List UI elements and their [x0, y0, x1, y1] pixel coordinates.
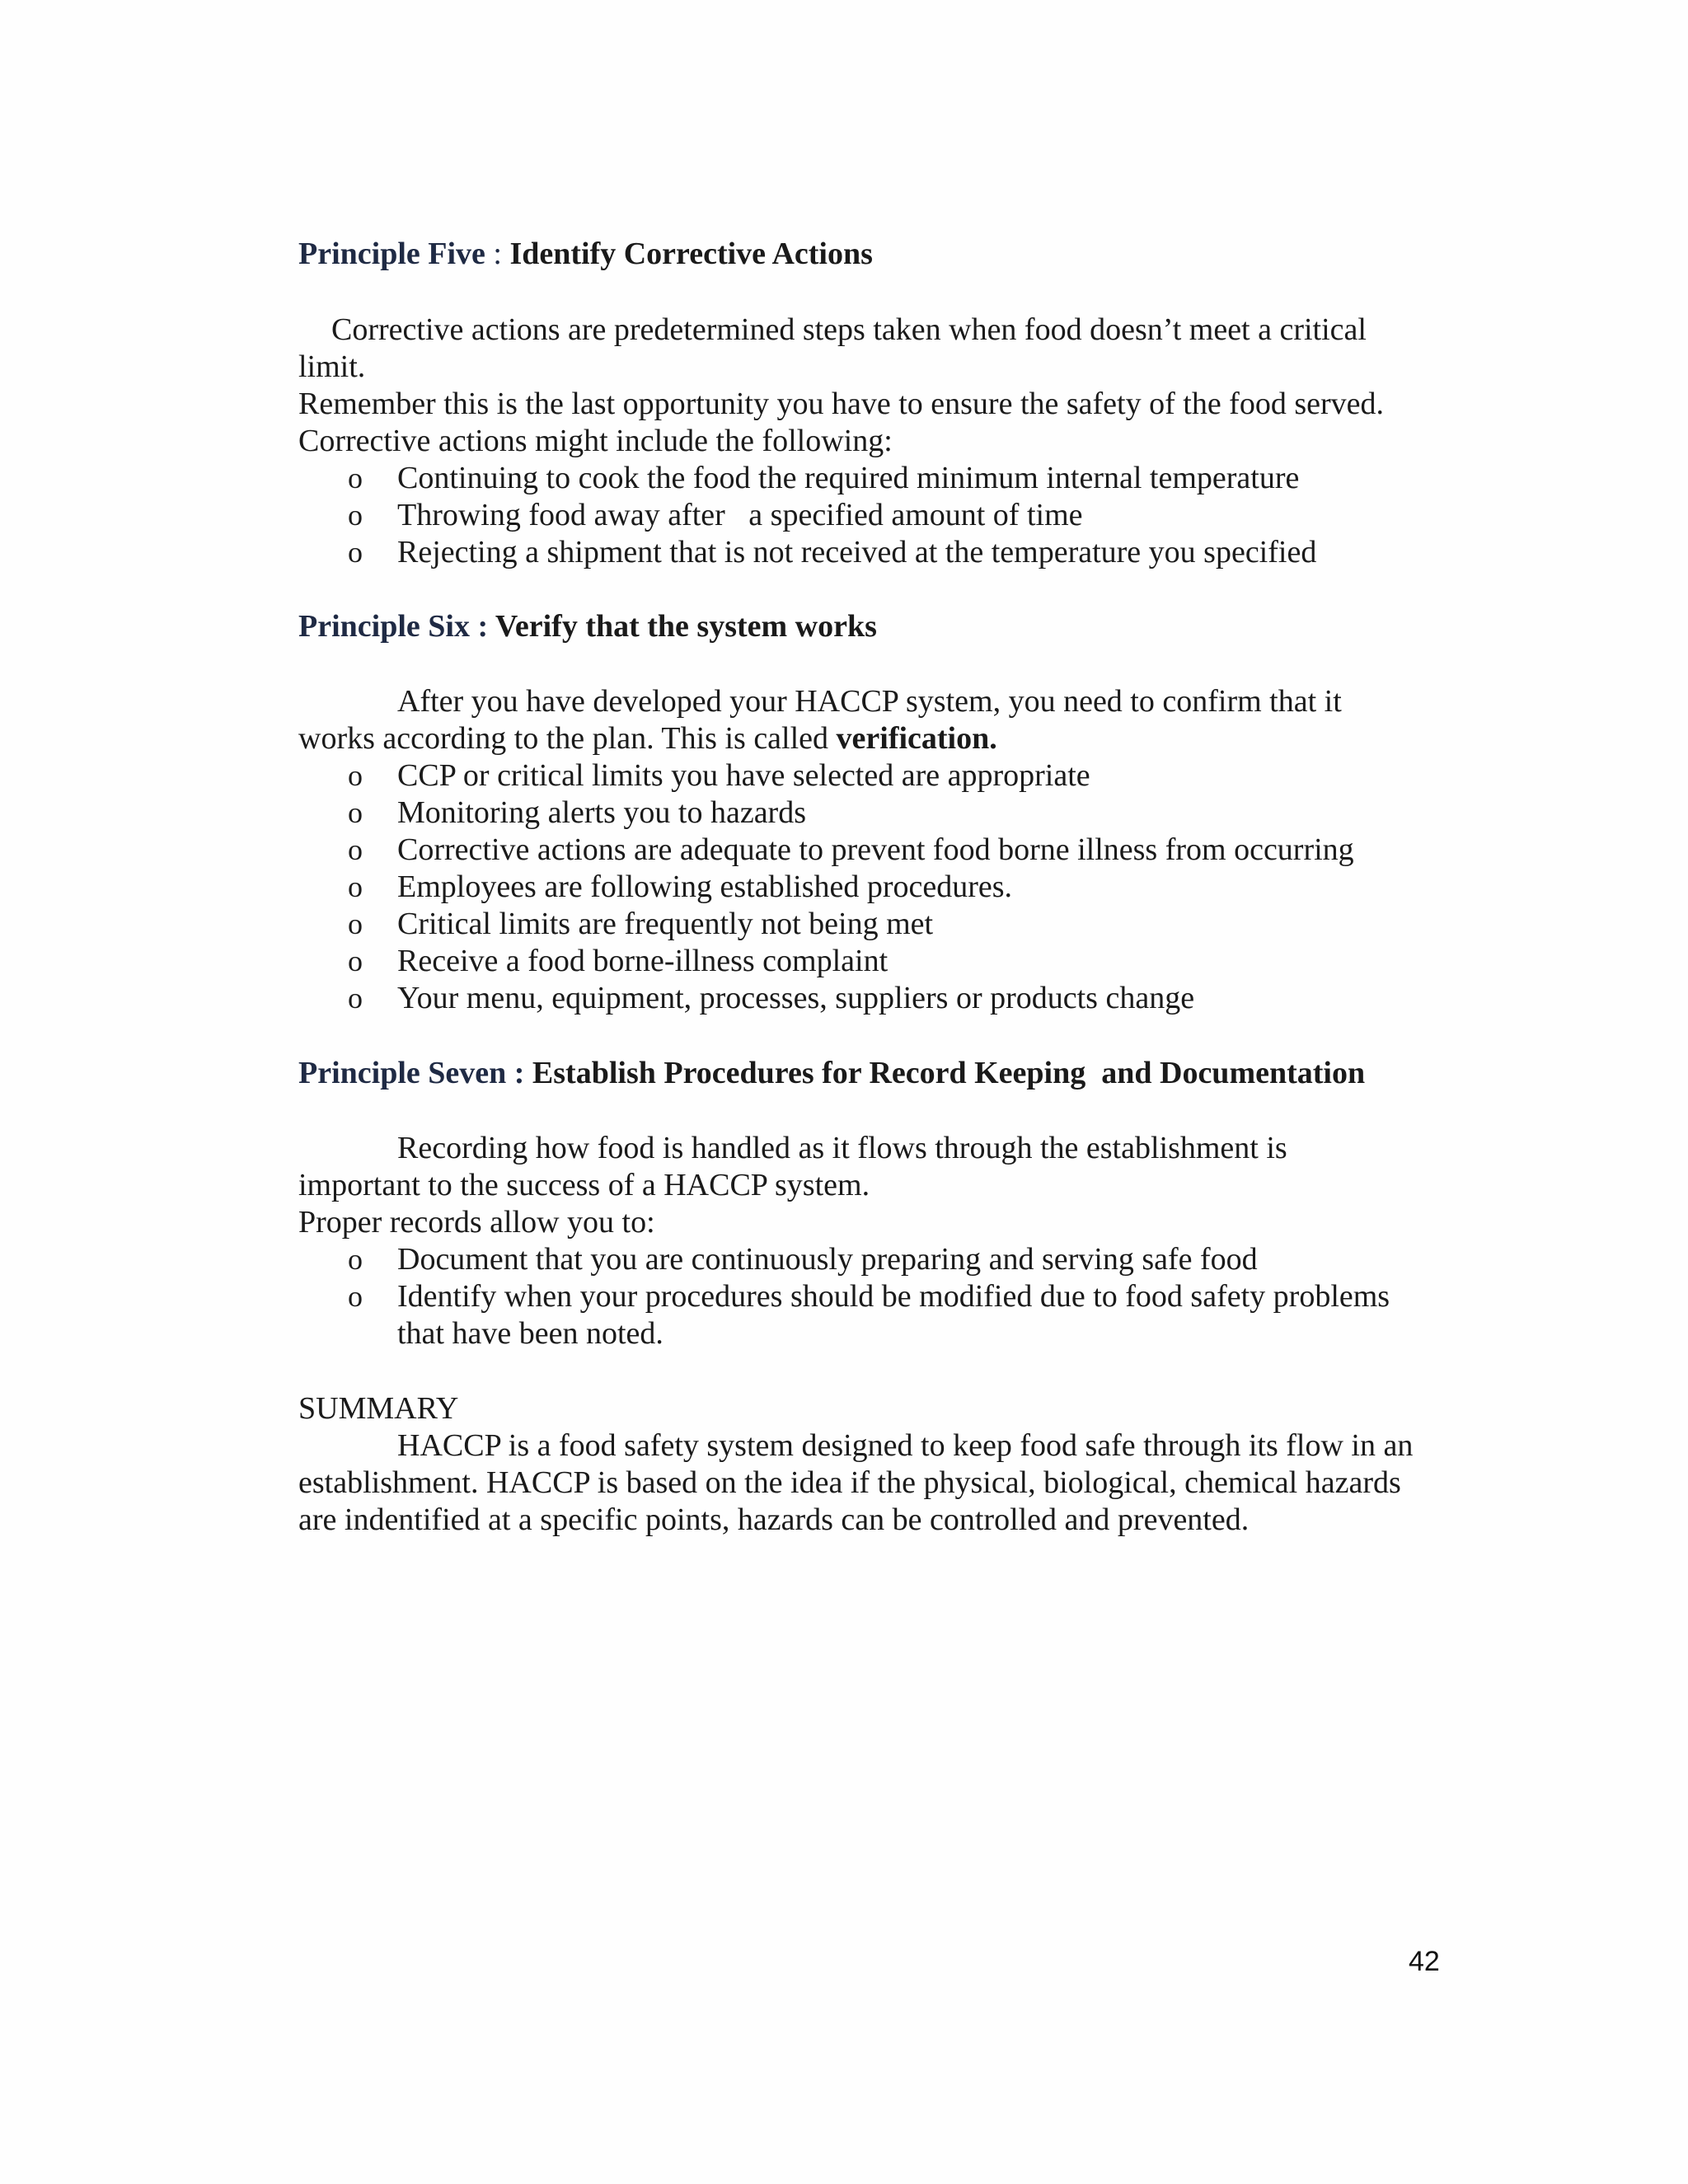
bullet-marker: o: [348, 462, 363, 494]
verification-term: verification.: [836, 721, 997, 756]
principle-five-title: Identify Corrective Actions: [509, 237, 873, 271]
bullet-marker: o: [348, 944, 363, 977]
list-item: Rejecting a shipment that is not received at the temperature you specified: [397, 535, 1317, 569]
paragraph-line: Remember this is the last opportunity you have to ensure the safety of the food served.: [298, 387, 1385, 421]
summary-heading: SUMMARY: [298, 1391, 459, 1426]
paragraph-text: works according to the plan. This is called: [298, 721, 837, 756]
list-item: Critical limits are frequently not being met: [397, 907, 934, 941]
heading-separator: :: [469, 609, 495, 644]
summary-line: establishment. HACCP is based on the idea if the physical, biological, chemical hazards: [298, 1465, 1401, 1500]
bullet-marker: o: [348, 1280, 363, 1313]
principle-six-title: Verify that the system works: [495, 609, 877, 644]
bullet-marker: o: [348, 1243, 363, 1276]
bullet-marker: o: [348, 536, 363, 569]
list-item: Document that you are continuously preparing and serving safe food: [397, 1242, 1258, 1277]
heading-separator: :: [485, 237, 510, 271]
summary-line: are indentified at a specific points, hazards can be controlled and prevented.: [298, 1502, 1250, 1537]
principle-seven-heading: [298, 1055, 1365, 1092]
bullet-marker: o: [348, 982, 363, 1015]
paragraph-line: important to the success of a HACCP system.: [298, 1168, 870, 1202]
paragraph-line: limit.: [298, 349, 366, 384]
list-item: Monitoring alerts you to hazards: [397, 795, 807, 830]
principle-seven-title: Establish Procedures for Record Keeping and Documentation: [532, 1056, 1366, 1090]
page-number: 42: [1409, 1946, 1440, 1977]
list-item: Your menu, equipment, processes, suppliers or products change: [397, 981, 1195, 1015]
summary-line: HACCP is a food safety system designed to keep food safe through its flow in an: [397, 1428, 1414, 1463]
list-item: CCP or critical limits you have selected are appropriate: [397, 758, 1090, 793]
paragraph-line: Proper records allow you to:: [298, 1205, 655, 1240]
paragraph-line: Recording how food is handled as it flows through the establishment is: [397, 1131, 1287, 1165]
paragraph-line: Corrective actions might include the following:: [298, 424, 893, 458]
list-item: Identify when your procedures should be modified due to food safety problems: [397, 1279, 1390, 1314]
list-item: Throwing food away after a specified amount of time: [397, 498, 1083, 532]
list-item: Continuing to cook the food the required minimum internal temperature: [397, 461, 1300, 495]
heading-separator: :: [506, 1056, 532, 1090]
list-item: Employees are following established procedures.: [397, 869, 1013, 904]
bullet-marker: o: [348, 870, 363, 903]
principle-five-label: Principle Five: [298, 237, 485, 271]
bullet-marker: o: [348, 796, 363, 829]
paragraph-line: [298, 720, 997, 757]
list-item-continuation: that have been noted.: [397, 1316, 663, 1351]
principle-six-heading: [298, 608, 877, 645]
paragraph-line: Corrective actions are predetermined steps taken when food doesn’t meet a critical: [331, 312, 1367, 347]
list-item: Corrective actions are adequate to prevent food borne illness from occurring: [397, 832, 1354, 867]
bullet-marker: o: [348, 833, 363, 866]
list-item: Receive a food borne-illness complaint: [397, 944, 889, 978]
bullet-marker: o: [348, 759, 363, 792]
principle-seven-label: Principle Seven: [298, 1056, 507, 1090]
principle-six-label: Principle Six: [298, 609, 470, 644]
bullet-marker: o: [348, 499, 363, 532]
principle-five-heading: [298, 236, 873, 273]
paragraph-line: After you have developed your HACCP system, you need to confirm that it: [397, 684, 1342, 719]
bullet-marker: o: [348, 907, 363, 940]
